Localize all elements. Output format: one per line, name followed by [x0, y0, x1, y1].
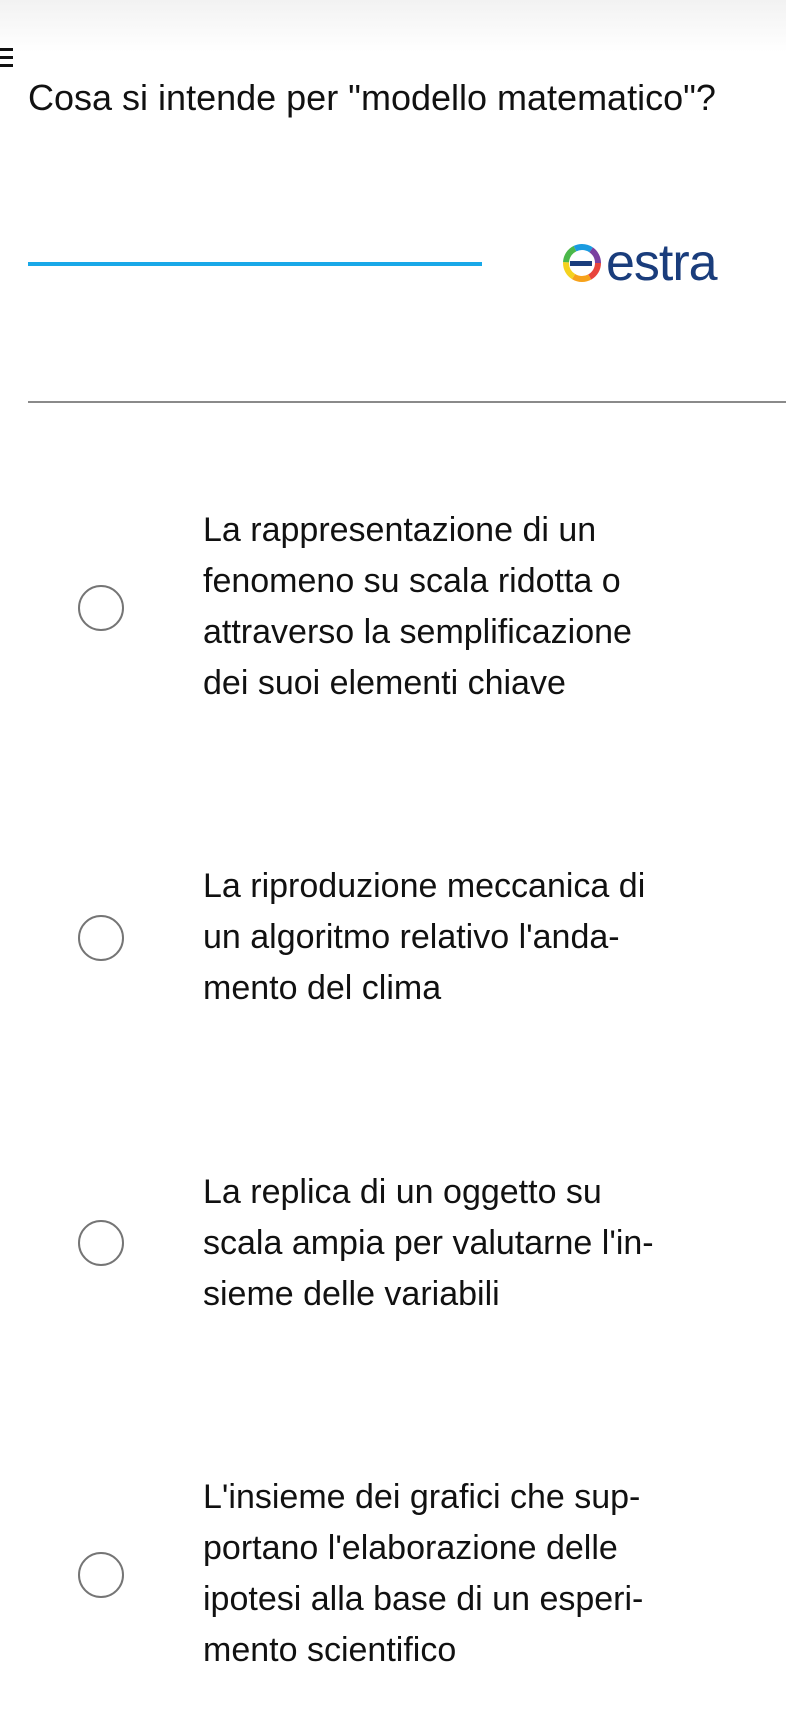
estra-logo-text: estra [606, 234, 717, 292]
answer-option-1-line-3: attraverso la semplificazione [203, 613, 632, 651]
answer-option-4-line-4: mento scientifico [203, 1631, 457, 1669]
answer-option-4-text [203, 1472, 723, 1676]
divider [28, 401, 786, 403]
answer-option-4-line-3: ipotesi alla base di un esperi- [203, 1580, 644, 1618]
estra-logo-mark-icon [560, 241, 604, 285]
radio-button-option-1[interactable] [78, 585, 124, 631]
radio-button-option-2[interactable] [78, 915, 124, 961]
question-title: Cosa si intende per "modello matematico"? [28, 77, 716, 118]
answer-option-1-line-1: La rappresentazione di un [203, 511, 597, 549]
radio-button-option-3[interactable] [78, 1220, 124, 1266]
accent-divider [28, 262, 482, 266]
answer-option-3-line-1: La replica di un oggetto su [203, 1173, 602, 1211]
radio-button-option-4[interactable] [78, 1552, 124, 1598]
answer-option-1-line-2: fenomeno su scala ridotta o [203, 562, 621, 600]
answer-option-3-line-3: sieme delle variabili [203, 1275, 500, 1313]
answer-option-3-line-2: scala ampia per valutarne l'in- [203, 1224, 654, 1262]
answer-option-1-text [203, 505, 723, 709]
answer-option-2-line-3: mento del clima [203, 969, 442, 1007]
estra-logo [560, 232, 717, 294]
menu-icon[interactable] [0, 48, 14, 68]
answer-option-2-text [203, 861, 723, 1014]
answer-option-3-text [203, 1167, 723, 1320]
answer-option-4-line-1: L'insieme dei grafici che sup- [203, 1478, 641, 1516]
top-bar [0, 0, 786, 52]
answer-option-1-line-4: dei suoi elementi chiave [203, 664, 566, 702]
answer-option-2-line-1: La riproduzione meccanica di [203, 867, 646, 905]
answer-option-2-line-2: un algoritmo relativo l'anda- [203, 918, 620, 956]
answer-option-4-line-2: portano l'elaborazione delle [203, 1529, 618, 1567]
